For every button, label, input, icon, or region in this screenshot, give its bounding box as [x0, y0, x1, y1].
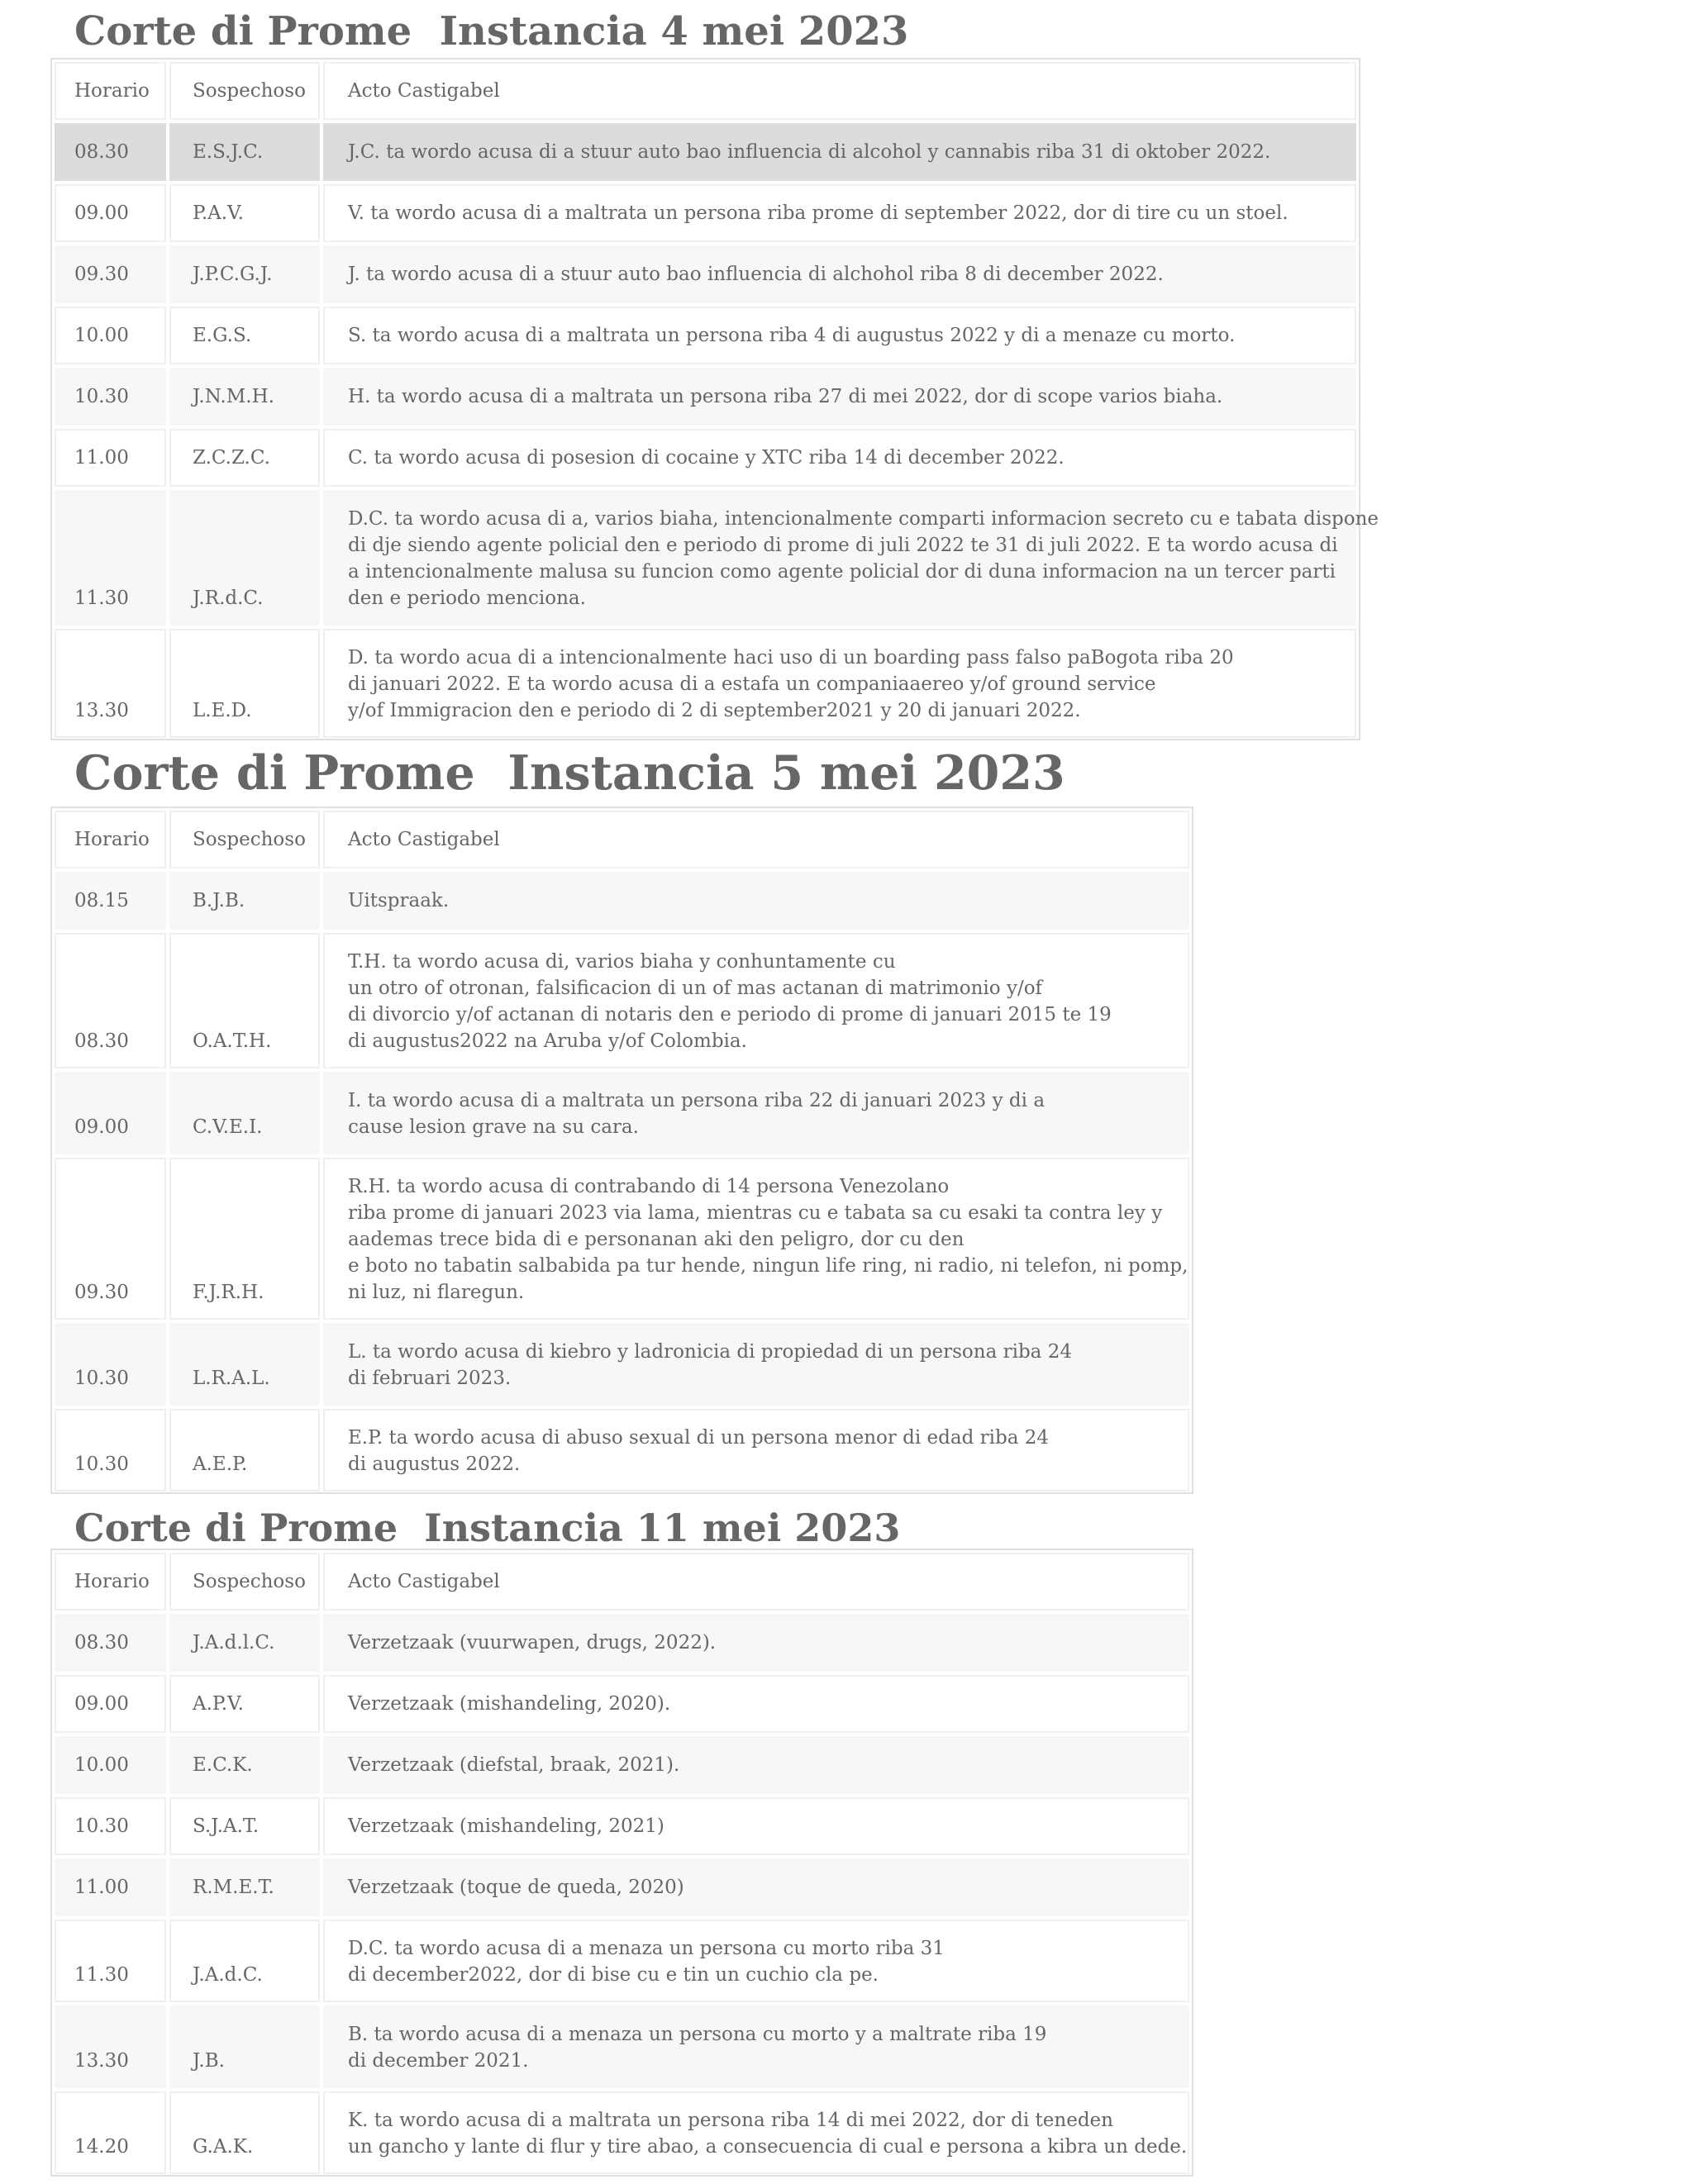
header-sospechoso: Sospechoso	[169, 811, 320, 868]
acto-castigabel-cell: I. ta wordo acusa di a maltrata un persona riba 22 di januari 2023 y di a cause lesion grave na su cara.	[323, 1072, 1189, 1154]
horario-cell: 10.00	[55, 307, 166, 364]
sospechoso-cell: A.E.P.	[169, 1409, 320, 1492]
horario-cell: 10.30	[55, 1797, 166, 1855]
horario-cell: 13.30	[55, 629, 166, 738]
sospechoso-cell: J.R.d.C.	[169, 490, 320, 626]
acto-castigabel-cell: D.C. ta wordo acusa di a, varios biaha, intencionalmente comparti informacion secreto cu e tabata dispone di dje siendo agente policial den e periodo di prome di juli 2022 te 31 di juli 2022. E ta wordo acusa di a intencionalmente malusa su funcion como agente policial dor di duna informacion na un tercer parti den e periodo menciona.	[323, 490, 1356, 626]
table-row	[55, 1614, 1189, 1672]
section-title: Corte di Prome Instancia 5 mei 2023	[74, 745, 1065, 801]
acto-castigabel-cell: Verzetzaak (mishandeling, 2020).	[323, 1675, 1189, 1733]
table-row	[55, 1797, 1189, 1855]
horario-cell: 09.00	[55, 184, 166, 242]
schedule-table	[50, 1549, 1193, 2177]
acto-castigabel-cell: R.H. ta wordo acusa di contrabando di 14 persona Venezolano riba prome di januari 2023 via lama, mientras cu e tabata sa cu esaki ta contra ley y aademas trece bida di e personanan aki den peligro, dor cu den e boto no tabatin salbabida pa tur hende, ningun life ring, ni radio, ni telefon, ni pomp, ni luz, ni flaregun.	[323, 1158, 1189, 1320]
table-row	[55, 123, 1356, 181]
sospechoso-cell: J.N.M.H.	[169, 368, 320, 426]
acto-castigabel-cell: L. ta wordo acusa di kiebro y ladronicia di propiedad di un persona riba 24 di februari 2023.	[323, 1323, 1189, 1406]
acto-castigabel-cell: C. ta wordo acusa di posesion di cocaine y XTC riba 14 di december 2022.	[323, 429, 1356, 487]
acto-castigabel-cell: E.P. ta wordo acusa di abuso sexual di un persona menor di edad riba 24 di augustus 2022.	[323, 1409, 1189, 1492]
sospechoso-cell: E.S.J.C.	[169, 123, 320, 181]
acto-castigabel-cell: D.C. ta wordo acusa di a menaza un persona cu morto riba 31 di december2022, dor di bise cu e tin un cuchio cla pe.	[323, 1920, 1189, 2002]
header-sospechoso: Sospechoso	[169, 1553, 320, 1611]
sospechoso-cell: L.R.A.L.	[169, 1323, 320, 1406]
acto-castigabel-cell: J. ta wordo acusa di a stuur auto bao influencia di alchohol riba 8 di december 2022.	[323, 245, 1356, 303]
horario-cell: 10.30	[55, 1409, 166, 1492]
acto-castigabel-cell: S. ta wordo acusa di a maltrata un persona riba 4 di augustus 2022 y di a menaze cu morto.	[323, 307, 1356, 364]
section-title: Corte di Prome Instancia 4 mei 2023	[74, 8, 909, 55]
sospechoso-cell: S.J.A.T.	[169, 1797, 320, 1855]
table-row	[55, 1072, 1189, 1154]
horario-cell: 13.30	[55, 2006, 166, 2088]
table-row	[55, 2006, 1189, 2088]
section-title: Corte di Prome Instancia 11 mei 2023	[74, 1506, 901, 1550]
horario-cell: 11.00	[55, 1858, 166, 1916]
sospechoso-cell: E.G.S.	[169, 307, 320, 364]
sospechoso-cell: Z.C.Z.C.	[169, 429, 320, 487]
table-header-row	[55, 1553, 1189, 1611]
acto-castigabel-cell: T.H. ta wordo acusa di, varios biaha y conhuntamente cu un otro of otronan, falsificacion di un of mas actanan di matrimonio y/of di divorcio y/of actanan di notaris den e periodo di prome di januari 2015 te 19 di augustus2022 na Aruba y/of Colombia.	[323, 933, 1189, 1068]
horario-cell: 11.30	[55, 490, 166, 626]
sospechoso-cell: O.A.T.H.	[169, 933, 320, 1068]
table-row	[55, 1858, 1189, 1916]
header-acto-castigabel: Acto Castigabel	[323, 62, 1356, 120]
table-header-row	[55, 811, 1189, 868]
table-row	[55, 307, 1356, 364]
sospechoso-cell: P.A.V.	[169, 184, 320, 242]
horario-cell: 11.30	[55, 1920, 166, 2002]
table-row	[55, 1920, 1189, 2002]
sospechoso-cell: A.P.V.	[169, 1675, 320, 1733]
horario-cell: 10.30	[55, 368, 166, 426]
header-horario: Horario	[55, 1553, 166, 1611]
horario-cell: 10.30	[55, 1323, 166, 1406]
header-horario: Horario	[55, 811, 166, 868]
acto-castigabel-cell: K. ta wordo acusa di a maltrata un persona riba 14 di mei 2022, dor di teneden un gancho y lante di flur y tire abao, a consecuencia di cual e persona a kibra un dede.	[323, 2091, 1189, 2174]
sospechoso-cell: J.A.d.C.	[169, 1920, 320, 2002]
table-header-row	[55, 62, 1356, 120]
sospechoso-cell: B.J.B.	[169, 872, 320, 930]
sospechoso-cell: E.C.K.	[169, 1736, 320, 1794]
table-row	[55, 872, 1189, 930]
sospechoso-cell: J.A.d.l.C.	[169, 1614, 320, 1672]
table-row	[55, 490, 1379, 626]
sospechoso-cell: J.P.C.G.J.	[169, 245, 320, 303]
table-row	[55, 933, 1189, 1068]
header-acto-castigabel: Acto Castigabel	[323, 1553, 1189, 1611]
horario-cell: 10.00	[55, 1736, 166, 1794]
sospechoso-cell: G.A.K.	[169, 2091, 320, 2174]
acto-castigabel-cell: J.C. ta wordo acusa di a stuur auto bao influencia di alcohol y cannabis riba 31 di oktober 2022.	[323, 123, 1356, 181]
table-row	[55, 184, 1356, 242]
horario-cell: 11.00	[55, 429, 166, 487]
table-row	[55, 245, 1356, 303]
horario-cell: 09.30	[55, 245, 166, 303]
acto-castigabel-cell: V. ta wordo acusa di a maltrata un persona riba prome di september 2022, dor di tire cu un stoel.	[323, 184, 1356, 242]
sospechoso-cell: L.E.D.	[169, 629, 320, 738]
horario-cell: 14.20	[55, 2091, 166, 2174]
acto-castigabel-cell: Verzetzaak (toque de queda, 2020)	[323, 1858, 1189, 1916]
table-row	[55, 1409, 1189, 1492]
acto-castigabel-cell: Verzetzaak (mishandeling, 2021)	[323, 1797, 1189, 1855]
schedule-table	[50, 807, 1193, 1494]
acto-castigabel-cell: Uitspraak.	[323, 872, 1189, 930]
acto-castigabel-cell: Verzetzaak (vuurwapen, drugs, 2022).	[323, 1614, 1189, 1672]
table-row	[55, 1323, 1189, 1406]
horario-cell: 08.30	[55, 1614, 166, 1672]
schedule-table	[50, 58, 1379, 740]
horario-cell: 09.30	[55, 1158, 166, 1320]
sospechoso-cell: J.B.	[169, 2006, 320, 2088]
header-acto-castigabel: Acto Castigabel	[323, 811, 1189, 868]
sospechoso-cell: C.V.E.I.	[169, 1072, 320, 1154]
horario-cell: 09.00	[55, 1072, 166, 1154]
table-row	[55, 429, 1356, 487]
horario-cell: 08.30	[55, 123, 166, 181]
table-row	[55, 2091, 1189, 2174]
table-row	[55, 1675, 1189, 1733]
horario-cell: 08.30	[55, 933, 166, 1068]
acto-castigabel-cell: H. ta wordo acusa di a maltrata un persona riba 27 di mei 2022, dor di scope varios biaha.	[323, 368, 1356, 426]
table-row	[55, 629, 1356, 738]
table-row	[55, 1158, 1189, 1320]
acto-castigabel-cell: D. ta wordo acua di a intencionalmente haci uso di un boarding pass falso paBogota riba 20 di januari 2022. E ta wordo acusa di a estafa un companiaaereo y/of ground service y/of Immigracion den e periodo di 2 di september2021 y 20 di januari 2022.	[323, 629, 1356, 738]
table-row	[55, 1736, 1189, 1794]
acto-castigabel-cell: B. ta wordo acusa di a menaza un persona cu morto y a maltrate riba 19 di december 2021.	[323, 2006, 1189, 2088]
horario-cell: 08.15	[55, 872, 166, 930]
sospechoso-cell: F.J.R.H.	[169, 1158, 320, 1320]
header-horario: Horario	[55, 62, 166, 120]
horario-cell: 09.00	[55, 1675, 166, 1733]
acto-castigabel-cell: Verzetzaak (diefstal, braak, 2021).	[323, 1736, 1189, 1794]
sospechoso-cell: R.M.E.T.	[169, 1858, 320, 1916]
header-sospechoso: Sospechoso	[169, 62, 320, 120]
table-row	[55, 368, 1356, 426]
